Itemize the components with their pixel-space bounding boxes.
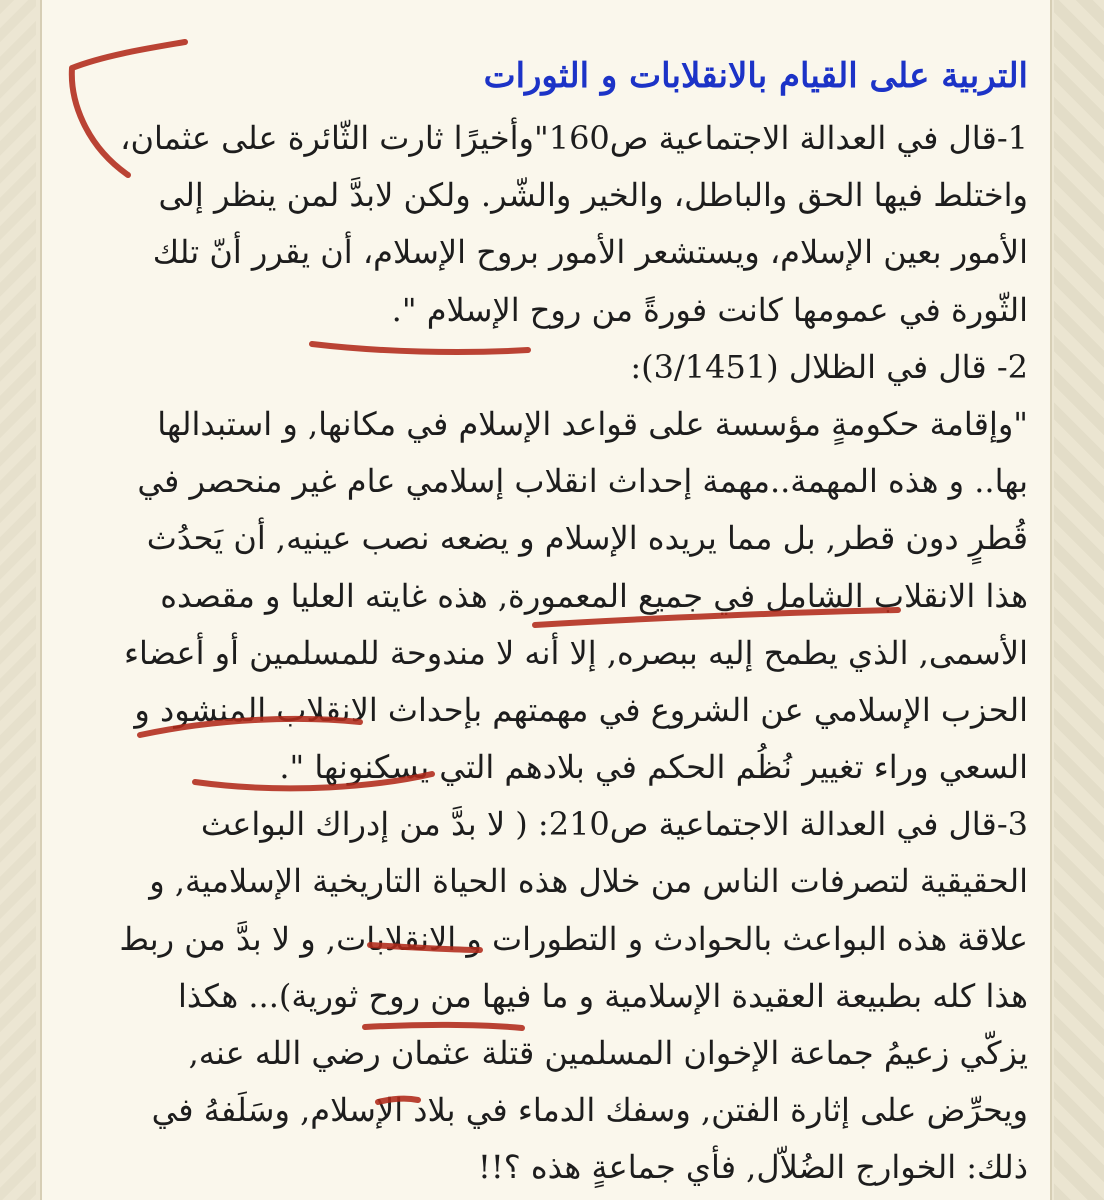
text-line: هذا الانقلاب الشامل في جميع المعمورة, هذه غايته العليا و مقصده bbox=[160, 576, 1028, 615]
text-line: ذلك: الخوارج الضُلاّل, فأي جماعةٍ هذه ؟!! bbox=[477, 1148, 1028, 1187]
document-text bbox=[52, 50, 1028, 1197]
text-line: 2- قال في الظلال (3/1451): bbox=[630, 347, 1028, 386]
text-line: ويحرِّض على إثارة الفتن, وسفك الدماء في بلاد الإسلام, وسَلَفهُ في bbox=[151, 1091, 1028, 1130]
text-line: قُطرٍ دون قطر, بل مما يريده الإسلام و يضعه نصب عينيه, أن يَحدُث bbox=[146, 519, 1028, 558]
text-line: علاقة هذه البواعث بالحوادث و التطورات و الانقلابات, و لا بدَّ من ربط bbox=[119, 919, 1028, 958]
text-line: الحقيقية لتصرفات الناس من خلال هذه الحياة التاريخية الإسلامية, و bbox=[149, 862, 1028, 901]
text-line: هذا كله بطبيعة العقيدة الإسلامية و ما فيها من روح ثورية)... هكذا bbox=[177, 976, 1028, 1015]
text-line: الحزب الإسلامي عن الشروع في مهمتهم بإحداث الانقلاب المنشود و bbox=[134, 690, 1028, 729]
left-decorative-border bbox=[0, 0, 36, 1200]
text-line: الأسمى, الذي يطمح إليه ببصره, إلا أنه لا مندوحة للمسلمين أو أعضاء bbox=[123, 633, 1028, 672]
text-line: الثّورة في عمومها كانت فورةً من روح الإسلام ". bbox=[391, 290, 1028, 329]
right-decorative-border bbox=[1054, 0, 1104, 1200]
text-line: واختلط فيها الحق والباطل، والخير والشّر. ولكن لابدَّ لمن ينظر إلى bbox=[158, 176, 1028, 215]
text-line: 3-قال في العدالة الاجتماعية ص210: ( لا بدَّ من إدراك البواعث bbox=[200, 805, 1028, 844]
text-line: يزكّي زعيمُ جماعة الإخوان المسلمين قتلة عثمان رضي الله عنه, bbox=[188, 1034, 1028, 1072]
text-line: السعي وراء تغيير نُظُم الحكم في بلادهم التي يسكنونها ". bbox=[279, 748, 1028, 787]
text-line: 1-قال في العدالة الاجتماعية ص160"وأخيرًا ثارت الثّائرة على عثمان، bbox=[120, 119, 1028, 157]
text-line: بها.. و هذه المهمة..مهمة إحداث انقلاب إسلامي عام غير منحصر في bbox=[137, 462, 1028, 501]
text-line: الأمور بعين الإسلام، ويستشعر الأمور بروح الإسلام، أن يقرر أنّ تلك bbox=[152, 233, 1028, 272]
document-page bbox=[40, 0, 1052, 1200]
page-title: التربية على القيام بالانقلابات و الثورات bbox=[483, 56, 1028, 96]
text-line: "وإقامة حكومةٍ مؤسسة على قواعد الإسلام في مكانها, و استبدالها bbox=[157, 404, 1028, 443]
